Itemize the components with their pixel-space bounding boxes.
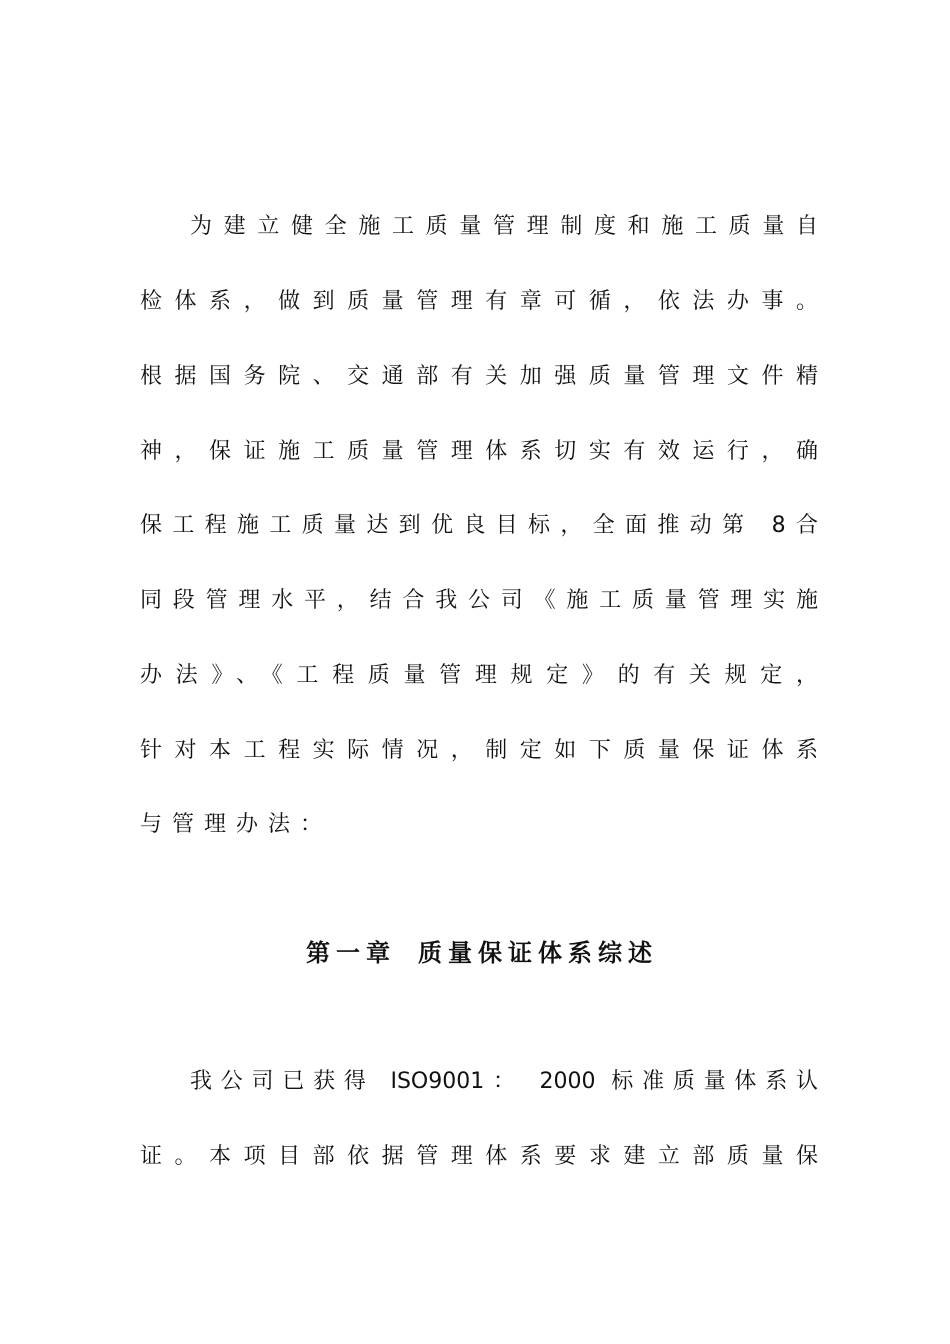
intro-paragraph-line: 保工程施工质量达到优良目标，全面推动第 8合 xyxy=(140,513,818,538)
intro-paragraph-line: 为建立健全施工质量管理制度和施工质量自 xyxy=(190,214,818,239)
intro-paragraph-line: 检体系，做到质量管理有章可循，依法办事。 xyxy=(140,289,818,314)
intro-paragraph-line: 办法》、《工程质量管理规定》的有关规定， xyxy=(140,663,818,688)
intro-paragraph-line: 同段管理水平，结合我公司《施工质量管理实施 xyxy=(140,588,818,613)
chapter-heading xyxy=(306,937,706,969)
section-paragraph-line: 我公司已获得 ISO9001： 2000 标准质量体系认 xyxy=(190,1069,818,1094)
intro-paragraph-line: 神，保证施工质量管理体系切实有效运行，确 xyxy=(140,439,818,464)
chapter-title: 质量保证体系综述 xyxy=(418,939,658,967)
intro-paragraph-line: 针对本工程实际情况，制定如下质量保证体系 xyxy=(140,738,818,763)
chapter-number: 第一章 xyxy=(306,939,396,967)
intro-paragraph-line: 与管理办法： xyxy=(140,812,333,837)
section-paragraph-line: 证。本项目部依据管理体系要求建立部质量保 xyxy=(140,1144,818,1169)
intro-paragraph-line: 根据国务院、交通部有关加强质量管理文件精 xyxy=(140,364,818,389)
